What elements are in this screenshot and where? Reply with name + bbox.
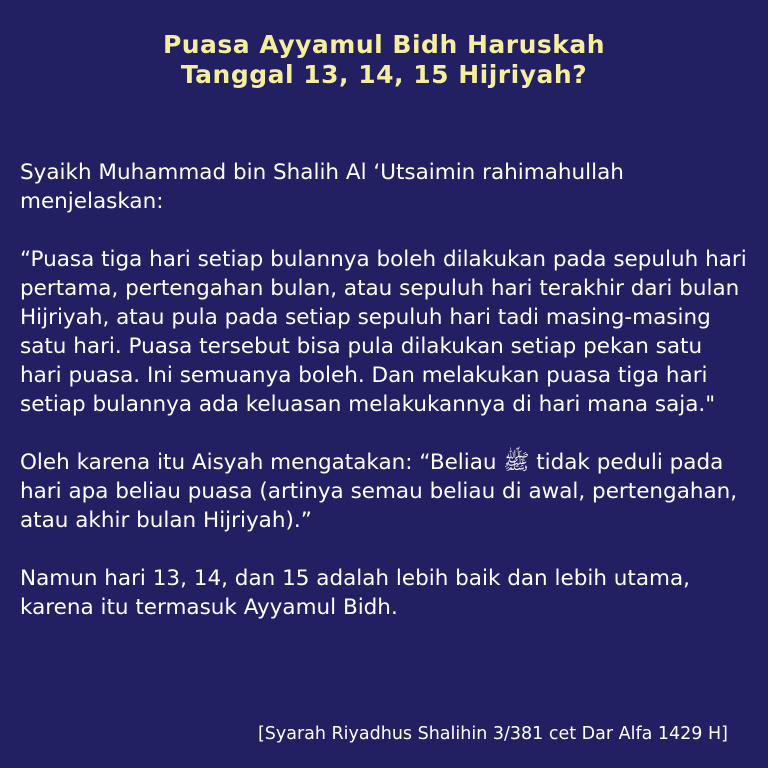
quote-paragraph: “Puasa tiga hari setiap bulannya boleh dilakukan pada sepuluh hari pertama, pertengahan bulan, atau sepuluh hari terakhir dari bulan Hijriyah, atau pula pada setiap sepuluh hari tadi masing-masing satu hari. Puasa tersebut bisa pula dilakukan setiap pekan satu hari puasa. Ini semuanya boleh. Dan melakukan puasa tiga hari setiap bulannya ada keluasan melakukannya di hari mana saja." [20, 247, 747, 417]
title-line-1: Puasa Ayyamul Bidh Haruskah [162, 30, 606, 59]
title-line-2: Tanggal 13, 14, 15 Hijriyah? [180, 60, 588, 89]
page-title [0, 30, 768, 90]
aisyah-paragraph: Oleh karena itu Aisyah mengatakan: “Beliau ﷺ tidak peduli pada hari apa beliau puasa (artinya semau beliau di awal, pertengahan, atau akhir bulan Hijriyah).” [20, 450, 738, 533]
intro-paragraph: Syaikh Muhammad bin Shalih Al ‘Utsaimin rahimahullah menjelaskan: [20, 160, 624, 214]
conclusion-paragraph: Namun hari 13, 14, dan 15 adalah lebih baik dan lebih utama, karena itu termasuk Ayyamul Bidh. [20, 566, 690, 620]
article-body [20, 158, 750, 651]
source-citation: [Syarah Riyadhus Shalihin 3/381 cet Dar Alfa 1429 H] [257, 724, 728, 744]
